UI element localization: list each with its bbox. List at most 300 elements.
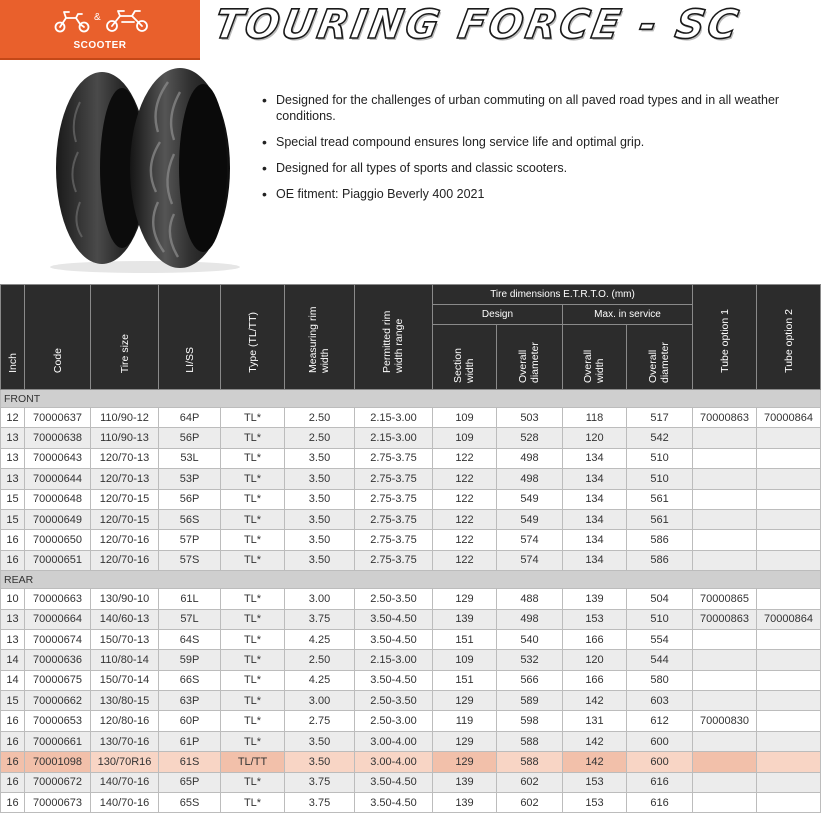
cell-tire-size: 150/70-13	[91, 629, 159, 649]
cell-inch: 13	[1, 448, 25, 468]
col-header-overall-width: Overall width	[563, 325, 627, 390]
cell-overall-width: 134	[563, 530, 627, 550]
cell-permitted-rim: 3.50-4.50	[355, 609, 433, 629]
cell-liss: 61P	[159, 731, 221, 751]
cell-permitted-rim: 2.75-3.75	[355, 448, 433, 468]
spec-table	[0, 284, 821, 813]
table-row	[1, 428, 821, 448]
cell-liss: 63P	[159, 691, 221, 711]
cell-measuring-rim: 2.50	[285, 408, 355, 428]
cell-tube-2	[757, 752, 821, 772]
section-label: FRONT	[1, 390, 821, 408]
cell-overall-diameter-service: 603	[627, 691, 693, 711]
table-row	[1, 408, 821, 428]
cell-tube-2: 70000864	[757, 408, 821, 428]
cell-tube-1: 70000863	[693, 609, 757, 629]
cell-tube-2	[757, 448, 821, 468]
col-header-section-width: Section width	[433, 325, 497, 390]
cell-type: TL*	[221, 589, 285, 609]
cell-overall-diameter-service: 612	[627, 711, 693, 731]
cell-inch: 14	[1, 670, 25, 690]
cell-overall-width: 134	[563, 550, 627, 570]
feature-item: • OE fitment: Piaggio Beverly 400 2021	[262, 186, 787, 202]
cell-permitted-rim: 2.75-3.75	[355, 550, 433, 570]
cell-section-width: 139	[433, 793, 497, 813]
cell-inch: 16	[1, 550, 25, 570]
cell-measuring-rim: 2.75	[285, 711, 355, 731]
cell-tube-1	[693, 489, 757, 509]
cell-overall-width: 166	[563, 629, 627, 649]
cell-overall-diameter: 498	[497, 469, 563, 489]
cell-overall-diameter-service: 600	[627, 731, 693, 751]
cell-inch: 13	[1, 469, 25, 489]
cell-permitted-rim: 3.00-4.00	[355, 752, 433, 772]
cell-overall-diameter-service: 510	[627, 469, 693, 489]
cell-overall-diameter: 532	[497, 650, 563, 670]
cell-type: TL*	[221, 408, 285, 428]
cell-tube-2	[757, 550, 821, 570]
cell-tube-1	[693, 530, 757, 550]
col-group-max-service: Max. in service	[563, 305, 693, 325]
cell-tube-1	[693, 469, 757, 489]
cell-permitted-rim: 2.75-3.75	[355, 489, 433, 509]
table-row	[1, 793, 821, 813]
cell-type: TL*	[221, 731, 285, 751]
cell-overall-width: 153	[563, 793, 627, 813]
cell-measuring-rim: 3.50	[285, 448, 355, 468]
cell-overall-diameter-service: 580	[627, 670, 693, 690]
cell-overall-diameter-service: 554	[627, 629, 693, 649]
col-header-type: Type (TL/TT)	[221, 285, 285, 390]
cell-tube-2	[757, 428, 821, 448]
cell-overall-diameter-service: 561	[627, 509, 693, 529]
table-row	[1, 711, 821, 731]
cell-tire-size: 120/70-15	[91, 509, 159, 529]
section-label: REAR	[1, 571, 821, 589]
cell-overall-diameter-service: 586	[627, 550, 693, 570]
cell-overall-diameter-service: 561	[627, 489, 693, 509]
cell-code: 70000651	[25, 550, 91, 570]
cell-measuring-rim: 3.50	[285, 530, 355, 550]
cell-overall-width: 134	[563, 448, 627, 468]
cell-liss: 57S	[159, 550, 221, 570]
section-row-rear	[1, 571, 821, 589]
cell-code: 70000650	[25, 530, 91, 550]
spec-table-body	[1, 390, 821, 813]
cell-code: 70000637	[25, 408, 91, 428]
product-title: TOURING FORCE - SC	[210, 2, 745, 48]
cell-measuring-rim: 3.50	[285, 752, 355, 772]
cell-measuring-rim: 3.50	[285, 469, 355, 489]
cell-tube-1: 70000830	[693, 711, 757, 731]
cell-tube-2: 70000864	[757, 609, 821, 629]
table-row	[1, 650, 821, 670]
cell-inch: 10	[1, 589, 25, 609]
cell-measuring-rim: 3.00	[285, 589, 355, 609]
cell-section-width: 129	[433, 731, 497, 751]
cell-tube-2	[757, 530, 821, 550]
cell-code: 70000649	[25, 509, 91, 529]
cell-permitted-rim: 2.75-3.75	[355, 530, 433, 550]
cell-overall-diameter: 549	[497, 489, 563, 509]
cell-overall-width: 134	[563, 489, 627, 509]
table-row	[1, 629, 821, 649]
cell-section-width: 109	[433, 428, 497, 448]
category-badge	[0, 0, 200, 58]
cell-code: 70000675	[25, 670, 91, 690]
cell-tube-2	[757, 469, 821, 489]
cell-overall-diameter-service: 504	[627, 589, 693, 609]
cell-permitted-rim: 3.50-4.50	[355, 793, 433, 813]
cell-tire-size: 110/90-13	[91, 428, 159, 448]
cell-tube-2	[757, 731, 821, 751]
cell-tire-size: 120/70-16	[91, 530, 159, 550]
cell-tube-1	[693, 752, 757, 772]
cell-overall-diameter: 598	[497, 711, 563, 731]
cell-permitted-rim: 2.50-3.00	[355, 711, 433, 731]
cell-type: TL*	[221, 772, 285, 792]
cell-type: TL*	[221, 670, 285, 690]
col-header-code: Code	[25, 285, 91, 390]
cell-type: TL*	[221, 428, 285, 448]
cell-permitted-rim: 2.15-3.00	[355, 650, 433, 670]
feature-item: • Designed for all types of sports and classic scooters.	[262, 160, 787, 176]
cell-overall-diameter: 566	[497, 670, 563, 690]
cell-tube-1	[693, 731, 757, 751]
cell-measuring-rim: 4.25	[285, 670, 355, 690]
cell-permitted-rim: 2.15-3.00	[355, 408, 433, 428]
cell-tire-size: 130/70-16	[91, 731, 159, 751]
table-row	[1, 670, 821, 690]
cell-permitted-rim: 2.75-3.75	[355, 469, 433, 489]
cell-section-width: 151	[433, 670, 497, 690]
table-row	[1, 609, 821, 629]
table-row-highlighted	[1, 752, 821, 772]
category-label: SCOOTER	[73, 40, 127, 51]
cell-overall-width: 131	[563, 711, 627, 731]
table-row	[1, 530, 821, 550]
cell-tire-size: 150/70-14	[91, 670, 159, 690]
table-row	[1, 489, 821, 509]
badge-underline	[0, 58, 200, 60]
cell-overall-diameter: 602	[497, 772, 563, 792]
cell-measuring-rim: 3.00	[285, 691, 355, 711]
cell-type: TL*	[221, 793, 285, 813]
cell-permitted-rim: 2.50-3.50	[355, 691, 433, 711]
cell-overall-diameter: 602	[497, 793, 563, 813]
cell-liss: 56P	[159, 428, 221, 448]
cell-tire-size: 120/70-16	[91, 550, 159, 570]
cell-tube-2	[757, 711, 821, 731]
cell-overall-width: 118	[563, 408, 627, 428]
cell-inch: 13	[1, 428, 25, 448]
cell-tube-2	[757, 793, 821, 813]
cell-tire-size: 120/70-13	[91, 448, 159, 468]
cell-type: TL*	[221, 550, 285, 570]
cell-overall-diameter-service: 600	[627, 752, 693, 772]
cell-tire-size: 110/80-14	[91, 650, 159, 670]
cell-section-width: 122	[433, 509, 497, 529]
cell-overall-width: 142	[563, 691, 627, 711]
cell-inch: 13	[1, 629, 25, 649]
table-row	[1, 509, 821, 529]
cell-code: 70000663	[25, 589, 91, 609]
cell-code: 70000672	[25, 772, 91, 792]
cell-tire-size: 130/80-15	[91, 691, 159, 711]
cell-section-width: 122	[433, 530, 497, 550]
tyre-product-image	[40, 62, 250, 274]
cell-measuring-rim: 3.75	[285, 772, 355, 792]
cell-type: TL*	[221, 489, 285, 509]
col-header-tube-2: Tube option 2	[757, 285, 821, 390]
cell-overall-diameter: 498	[497, 448, 563, 468]
cell-type: TL*	[221, 650, 285, 670]
cell-measuring-rim: 3.50	[285, 509, 355, 529]
cell-liss: 66S	[159, 670, 221, 690]
cell-tire-size: 120/70-13	[91, 469, 159, 489]
cell-type: TL*	[221, 448, 285, 468]
cell-overall-width: 120	[563, 650, 627, 670]
col-header-inch: Inch	[1, 285, 25, 390]
cell-tube-2	[757, 691, 821, 711]
cell-overall-diameter-service: 510	[627, 448, 693, 468]
col-header-tire-size: Tire size	[91, 285, 159, 390]
col-header-overall-diameter: Overall diameter	[497, 325, 563, 390]
cell-liss: 64P	[159, 408, 221, 428]
cell-type: TL*	[221, 509, 285, 529]
cell-overall-diameter-service: 510	[627, 609, 693, 629]
cell-tire-size: 130/70R16	[91, 752, 159, 772]
cell-tube-1	[693, 428, 757, 448]
cell-tube-2	[757, 589, 821, 609]
cell-code: 70000638	[25, 428, 91, 448]
cell-code: 70000661	[25, 731, 91, 751]
cell-tube-1: 70000863	[693, 408, 757, 428]
cell-overall-width: 142	[563, 752, 627, 772]
cell-inch: 16	[1, 793, 25, 813]
cell-type: TL*	[221, 469, 285, 489]
cell-type: TL*	[221, 691, 285, 711]
cell-permitted-rim: 2.15-3.00	[355, 428, 433, 448]
cell-inch: 15	[1, 509, 25, 529]
cell-liss: 56P	[159, 489, 221, 509]
spec-table-wrapper	[0, 284, 813, 813]
cell-inch: 14	[1, 650, 25, 670]
cell-tube-2	[757, 670, 821, 690]
badge-separator: &	[94, 12, 101, 23]
cell-tube-2	[757, 629, 821, 649]
cell-inch: 16	[1, 772, 25, 792]
cell-section-width: 129	[433, 589, 497, 609]
cell-overall-width: 134	[563, 509, 627, 529]
cell-liss: 65S	[159, 793, 221, 813]
cell-tube-1: 70000865	[693, 589, 757, 609]
cell-measuring-rim: 3.50	[285, 489, 355, 509]
cell-type: TL*	[221, 530, 285, 550]
cell-overall-diameter: 589	[497, 691, 563, 711]
cell-code: 70000674	[25, 629, 91, 649]
cell-overall-width: 139	[563, 589, 627, 609]
table-row	[1, 550, 821, 570]
cell-overall-diameter: 549	[497, 509, 563, 529]
cell-inch: 12	[1, 408, 25, 428]
cell-liss: 57L	[159, 609, 221, 629]
cell-overall-diameter-service: 586	[627, 530, 693, 550]
cell-tire-size: 110/90-12	[91, 408, 159, 428]
cell-code: 70000653	[25, 711, 91, 731]
cell-type: TL*	[221, 711, 285, 731]
cell-section-width: 122	[433, 469, 497, 489]
cell-liss: 53P	[159, 469, 221, 489]
section-row-front	[1, 390, 821, 408]
cell-overall-diameter: 574	[497, 530, 563, 550]
cell-liss: 61S	[159, 752, 221, 772]
cell-measuring-rim: 2.50	[285, 428, 355, 448]
cell-tube-2	[757, 650, 821, 670]
cell-inch: 15	[1, 691, 25, 711]
cell-overall-width: 166	[563, 670, 627, 690]
cell-overall-diameter-service: 517	[627, 408, 693, 428]
cell-overall-diameter-service: 544	[627, 650, 693, 670]
cell-permitted-rim: 3.50-4.50	[355, 772, 433, 792]
cell-section-width: 129	[433, 691, 497, 711]
cell-inch: 16	[1, 530, 25, 550]
cell-code: 70000643	[25, 448, 91, 468]
cell-liss: 59P	[159, 650, 221, 670]
cell-tube-1	[693, 629, 757, 649]
cell-code: 70000673	[25, 793, 91, 813]
cell-code: 70000636	[25, 650, 91, 670]
cell-inch: 13	[1, 609, 25, 629]
cell-overall-diameter: 528	[497, 428, 563, 448]
cell-code: 70000662	[25, 691, 91, 711]
col-header-overall-diameter-service: Overall diameter	[627, 325, 693, 390]
cell-overall-diameter: 503	[497, 408, 563, 428]
cell-section-width: 139	[433, 609, 497, 629]
table-row	[1, 448, 821, 468]
cell-overall-width: 120	[563, 428, 627, 448]
cell-permitted-rim: 3.50-4.50	[355, 629, 433, 649]
table-row	[1, 731, 821, 751]
cell-tube-2	[757, 489, 821, 509]
cell-overall-diameter: 488	[497, 589, 563, 609]
cell-measuring-rim: 2.50	[285, 650, 355, 670]
table-row	[1, 691, 821, 711]
cell-tube-2	[757, 509, 821, 529]
cell-inch: 16	[1, 711, 25, 731]
cell-type: TL*	[221, 629, 285, 649]
cell-overall-diameter: 574	[497, 550, 563, 570]
cell-type: TL*	[221, 609, 285, 629]
cell-liss: 64S	[159, 629, 221, 649]
cell-measuring-rim: 3.50	[285, 550, 355, 570]
cell-liss: 56S	[159, 509, 221, 529]
table-row	[1, 772, 821, 792]
cell-overall-width: 134	[563, 469, 627, 489]
cell-permitted-rim: 3.50-4.50	[355, 670, 433, 690]
cell-overall-diameter: 540	[497, 629, 563, 649]
cell-section-width: 139	[433, 772, 497, 792]
cell-tube-1	[693, 650, 757, 670]
cell-overall-diameter-service: 542	[627, 428, 693, 448]
cell-section-width: 122	[433, 489, 497, 509]
cell-tire-size: 120/80-16	[91, 711, 159, 731]
col-header-permitted-rim: Permitted rim width range	[355, 285, 433, 390]
cell-section-width: 151	[433, 629, 497, 649]
table-row	[1, 589, 821, 609]
cell-tire-size: 120/70-15	[91, 489, 159, 509]
cell-measuring-rim: 3.50	[285, 731, 355, 751]
cell-liss: 61L	[159, 589, 221, 609]
cell-measuring-rim: 4.25	[285, 629, 355, 649]
cell-inch: 15	[1, 489, 25, 509]
cell-tube-1	[693, 509, 757, 529]
cell-tube-1	[693, 550, 757, 570]
feature-item: • Special tread compound ensures long service life and optimal grip.	[262, 134, 787, 150]
cell-overall-width: 142	[563, 731, 627, 751]
cell-permitted-rim: 2.50-3.50	[355, 589, 433, 609]
cell-tube-1	[693, 448, 757, 468]
col-header-tube-1: Tube option 1	[693, 285, 757, 390]
cell-tire-size: 140/70-16	[91, 772, 159, 792]
cell-section-width: 109	[433, 650, 497, 670]
col-group-design: Design	[433, 305, 563, 325]
cell-code: 70000648	[25, 489, 91, 509]
col-header-measuring-rim: Measuring rim width	[285, 285, 355, 390]
cell-liss: 60P	[159, 711, 221, 731]
cell-section-width: 109	[433, 408, 497, 428]
moped-icon	[104, 6, 150, 34]
cell-liss: 65P	[159, 772, 221, 792]
cell-tube-1	[693, 691, 757, 711]
cell-tire-size: 140/70-16	[91, 793, 159, 813]
cell-code: 70001098	[25, 752, 91, 772]
cell-tube-1	[693, 772, 757, 792]
feature-item: • Designed for the challenges of urban commuting on all paved road types and in all weather conditions.	[262, 92, 787, 124]
cell-permitted-rim: 3.00-4.00	[355, 731, 433, 751]
cell-permitted-rim: 2.75-3.75	[355, 509, 433, 529]
cell-overall-diameter-service: 616	[627, 772, 693, 792]
cell-overall-diameter: 498	[497, 609, 563, 629]
cell-section-width: 129	[433, 752, 497, 772]
cell-code: 70000664	[25, 609, 91, 629]
cell-overall-diameter-service: 616	[627, 793, 693, 813]
cell-tire-size: 140/60-13	[91, 609, 159, 629]
cell-section-width: 119	[433, 711, 497, 731]
cell-overall-diameter: 588	[497, 731, 563, 751]
cell-section-width: 122	[433, 550, 497, 570]
col-group-tire-dimensions: Tire dimensions E.T.R.T.O. (mm)	[433, 285, 693, 305]
cell-overall-width: 153	[563, 772, 627, 792]
cell-inch: 16	[1, 752, 25, 772]
cell-tube-1	[693, 670, 757, 690]
cell-tube-1	[693, 793, 757, 813]
cell-tire-size: 130/90-10	[91, 589, 159, 609]
cell-liss: 57P	[159, 530, 221, 550]
table-row	[1, 469, 821, 489]
cell-section-width: 122	[433, 448, 497, 468]
cell-inch: 16	[1, 731, 25, 751]
cell-tube-2	[757, 772, 821, 792]
cell-overall-width: 153	[563, 609, 627, 629]
col-header-liss: LI/SS	[159, 285, 221, 390]
cell-type: TL/TT	[221, 752, 285, 772]
cell-code: 70000644	[25, 469, 91, 489]
cell-overall-diameter: 588	[497, 752, 563, 772]
feature-list	[262, 92, 787, 212]
cell-measuring-rim: 3.75	[285, 609, 355, 629]
cell-liss: 53L	[159, 448, 221, 468]
